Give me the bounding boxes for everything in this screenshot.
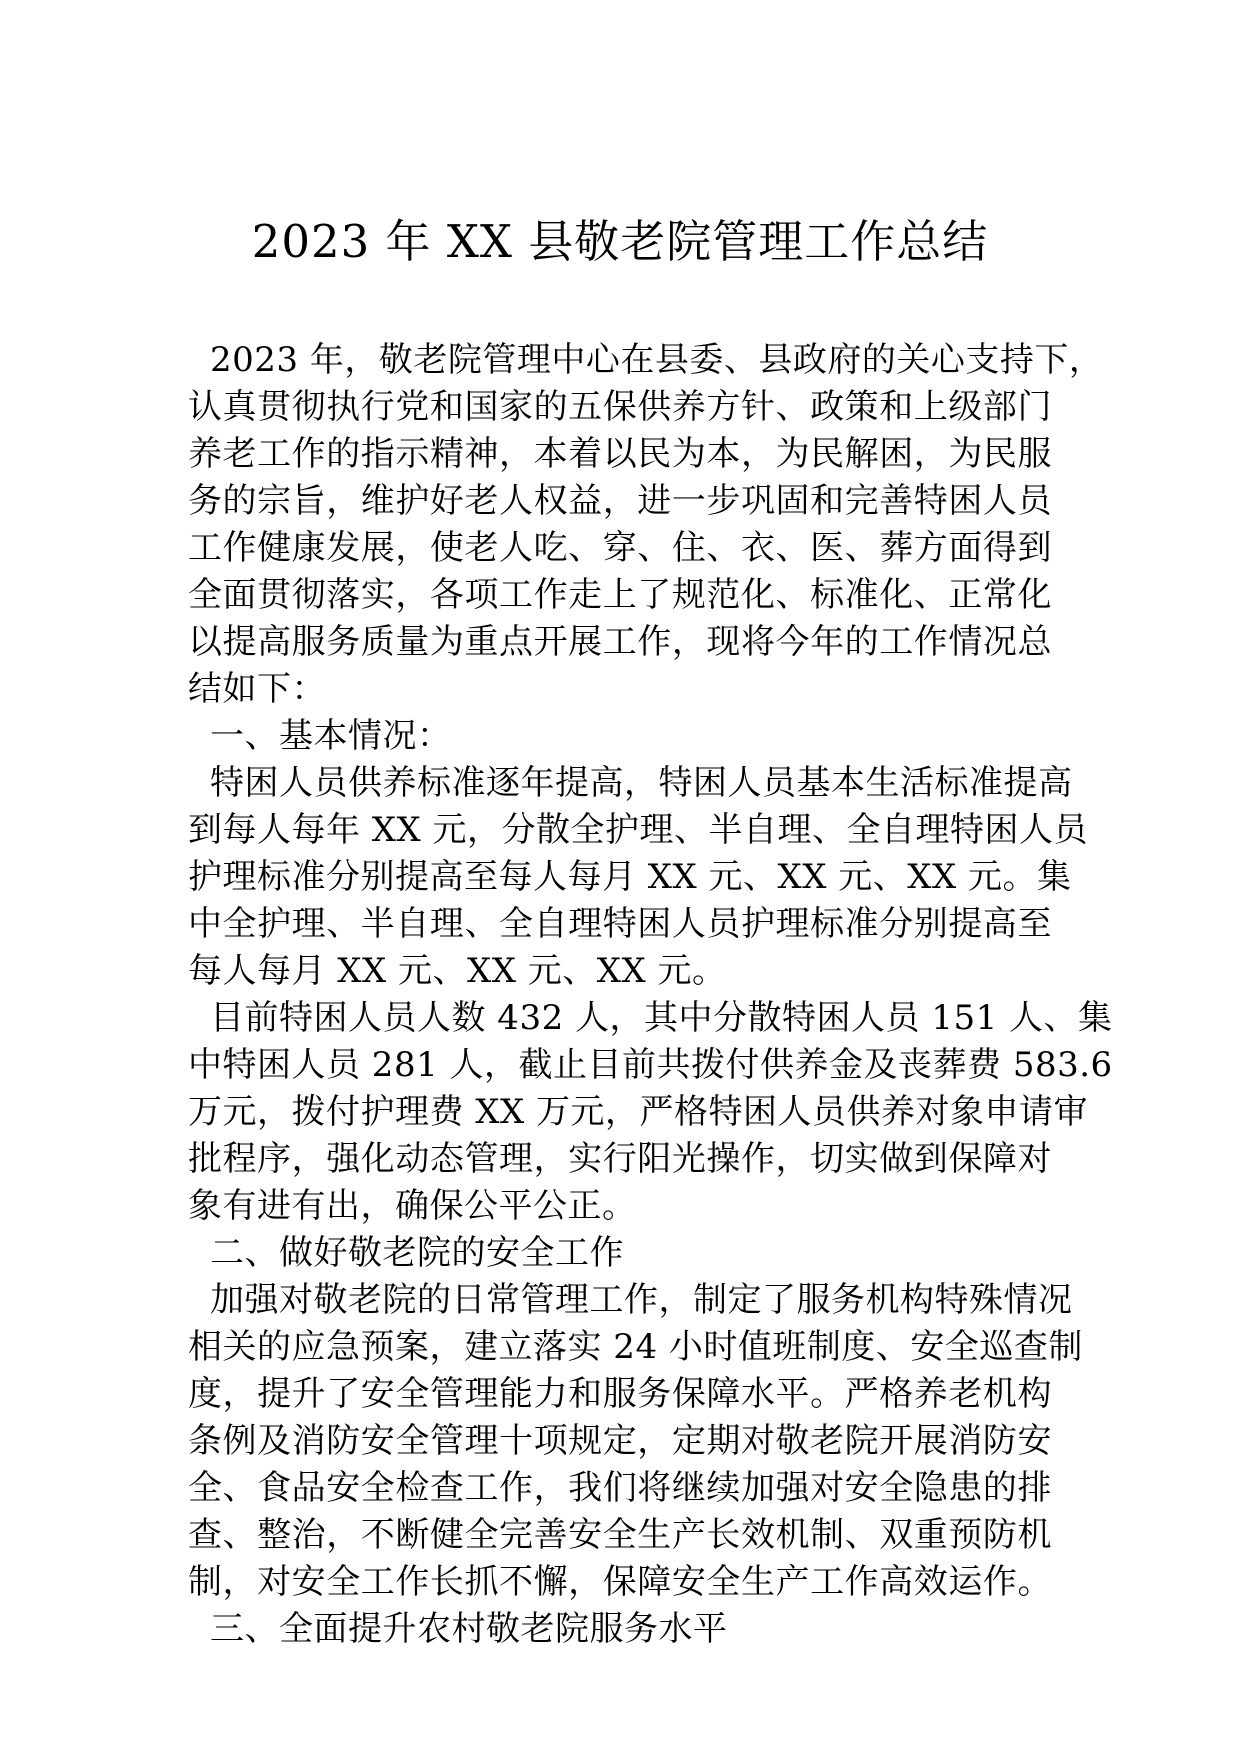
text-line: 养老工作的指示精神，本着以民为本，为民解困，为民服 [188,434,1052,474]
text-line: 务的宗旨，维护好老人权益，进一步巩固和完善特困人员 [188,481,1052,521]
text-line: 度，提升了安全管理能力和服务保障水平。严格养老机构 [188,1374,1052,1414]
text-line: 三、全面提升农村敬老院服务水平 [210,1609,728,1649]
text-line: 到每人每年 XX 元，分散全护理、半自理、全自理特困人员 [188,810,1089,850]
text-line: 护理标准分别提高至每人每月 XX 元、XX 元、XX 元。集 [188,857,1072,897]
text-line: 二、做好敬老院的安全工作 [210,1233,624,1273]
text-line: 认真贯彻执行党和国家的五保供养方针、政策和上级部门 [188,387,1052,427]
text-line: 以提高服务质量为重点开展工作，现将今年的工作情况总 [188,622,1052,662]
text-line: 条例及消防安全管理十项规定，定期对敬老院开展消防安 [188,1421,1052,1461]
text-line: 目前特困人员人数 432 人，其中分散特困人员 151 人、集 [210,998,1113,1038]
text-line: 一、基本情况： [210,716,452,756]
text-line: 结如下： [188,669,326,709]
document-body [188,337,1113,1653]
text-line: 万元，拨付护理费 XX 万元，严格特困人员供养对象申请审 [188,1092,1089,1132]
text-line: 2023 年，敬老院管理中心在县委、县政府的关心支持下， [210,340,1104,380]
text-line: 每人每月 XX 元、XX 元、XX 元。 [188,951,727,991]
document-title: 2023 年 XX 县敬老院管理工作总结 [251,215,989,268]
text-line: 特困人员供养标准逐年提高，特困人员基本生活标准提高 [210,763,1073,803]
text-line: 全面贯彻落实，各项工作走上了规范化、标准化、正常化 [188,575,1052,615]
text-line: 全、食品安全检查工作，我们将继续加强对安全隐患的排 [188,1468,1052,1508]
text-line: 查、整治，不断健全完善安全生产长效机制、双重预防机 [188,1515,1052,1555]
text-line: 象有进有出，确保公平公正。 [188,1186,637,1226]
text-line: 中全护理、半自理、全自理特困人员护理标准分别提高至 [188,904,1052,944]
text-line: 批程序，强化动态管理，实行阳光操作，切实做到保障对 [188,1139,1052,1179]
text-line: 制，对安全工作长抓不懈，保障安全生产工作高效运作。 [188,1562,1052,1602]
text-line: 相关的应急预案，建立落实 24 小时值班制度、安全巡查制 [188,1327,1083,1367]
text-line: 中特困人员 281 人，截止目前共拨付供养金及丧葬费 583.6 [188,1045,1113,1085]
text-line: 工作健康发展，使老人吃、穿、住、衣、医、葬方面得到 [188,528,1052,568]
text-line: 加强对敬老院的日常管理工作，制定了服务机构特殊情况 [210,1280,1073,1320]
